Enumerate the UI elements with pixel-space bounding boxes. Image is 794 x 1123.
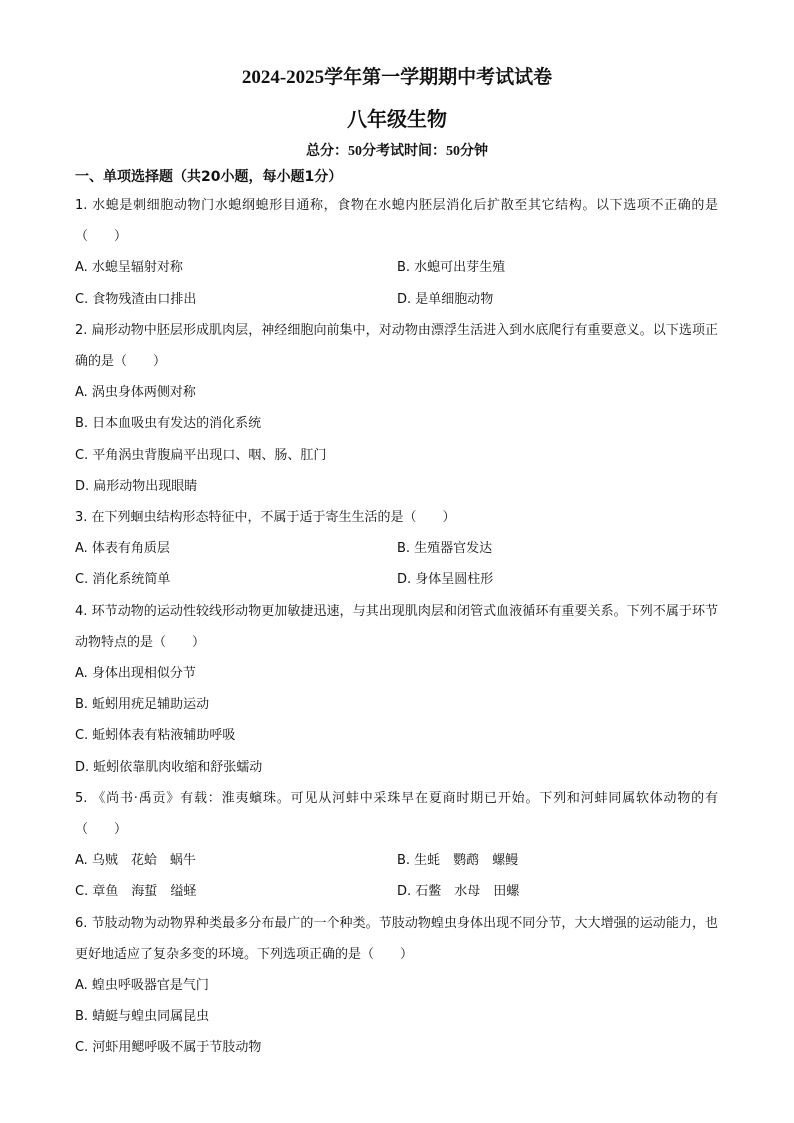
option-b: B. 生蚝 鹦鹉 螺鳗 (397, 853, 519, 869)
question-1 (75, 190, 718, 315)
question-5 (75, 783, 718, 908)
option-a: A. 蝗虫呼吸器官是气门 (75, 978, 209, 994)
option-c: C. 消化系统简单 (75, 572, 171, 588)
exam-title: 2024-2025学年第一学期期中考试试卷 (241, 67, 553, 88)
option-a: A. 身体出现相似分节 (75, 666, 196, 682)
option-c: C. 蚯蚓体表有粘液辅助呼吸 (75, 728, 236, 744)
question-2 (75, 315, 718, 502)
option-b: B. 蜻蜓与蝗虫同属昆虫 (75, 1009, 210, 1025)
option-a: A. 涡虫身体两侧对称 (75, 385, 196, 401)
option-c: C. 平角涡虫背腹扁平出现口、咽、肠、肛门 (75, 447, 327, 463)
option-d: D. 扁形动物出现眼睛 (75, 478, 198, 494)
option-b: B. 日本血吸虫有发达的消化系统 (75, 416, 262, 432)
question-6 (75, 908, 718, 1064)
option-c: C. 章鱼 海蜇 缢蛏 (75, 884, 197, 900)
option-d: D. 身体呈圆柱形 (397, 572, 494, 588)
question-options (75, 658, 718, 783)
section-title: 一、单项选择题（共20小题，每小题1分） (75, 169, 343, 185)
question-options (75, 845, 718, 907)
question-options (75, 252, 718, 314)
question-stem: 5. 《尚书·禹贡》有载：淮夷蠙珠。可见从河蚌中采珠早在夏商时期已开始。下列和河蚌同属软体动物的有（ ） (75, 790, 718, 838)
question-options (75, 533, 718, 595)
question-stem: 2. 扁形动物中胚层形成肌肉层，神经细胞向前集中，对动物由漂浮生活进入到水底爬行有重要意义。以下选项正确的是（ ） (75, 322, 718, 370)
question-stem: 6. 节肢动物为动物界种类最多分布最广的一个种类。节肢动物蝗虫身体出现不同分节，大大增强的运动能力，也更好地适应了复杂多变的环境。下列选项正确的是（ ） (75, 915, 718, 962)
exam-subject: 八年级生物 (347, 109, 447, 131)
question-list (75, 190, 718, 1064)
question-4 (75, 596, 718, 783)
option-a: A. 体表有角质层 (75, 541, 170, 557)
option-d: D. 是单细胞动物 (397, 291, 494, 307)
option-d: D. 蚯蚓依靠肌肉收缩和舒张蠕动 (75, 759, 263, 775)
question-3 (75, 502, 718, 596)
option-a: A. 水螅呈辐射对称 (75, 260, 183, 276)
option-a: A. 乌贼 花蛤 蜗牛 (75, 853, 196, 869)
option-c: C. 食物残渣由口排出 (75, 291, 197, 307)
option-b: B. 蚯蚓用疣足辅助运动 (75, 697, 210, 713)
question-stem: 1. 水螅是刺细胞动物门水螅纲螅形目通称，食物在水螅内胚层消化后扩散至其它结构。以下选项不正确的是（ ） (75, 198, 718, 245)
option-d: D. 石鳖 水母 田螺 (397, 884, 520, 900)
option-c: C. 河虾用鳃呼吸不属于节肢动物 (75, 1040, 262, 1056)
question-stem: 4. 环节动物的运动性较线形动物更加敏捷迅速，与其出现肌肉层和闭管式血液循环有重要关系。下列不属于环节动物特点的是（ ） (75, 603, 718, 650)
option-b: B. 水螅可出芽生殖 (397, 260, 506, 276)
exam-info: 总分：50分考试时间：50分钟 (306, 144, 488, 159)
question-options (75, 970, 718, 1064)
option-b: B. 生殖器官发达 (397, 541, 493, 557)
question-stem: 3. 在下列蛔虫结构形态特征中，不属于适于寄生生活的是（ ） (75, 510, 456, 526)
question-options (75, 377, 718, 502)
